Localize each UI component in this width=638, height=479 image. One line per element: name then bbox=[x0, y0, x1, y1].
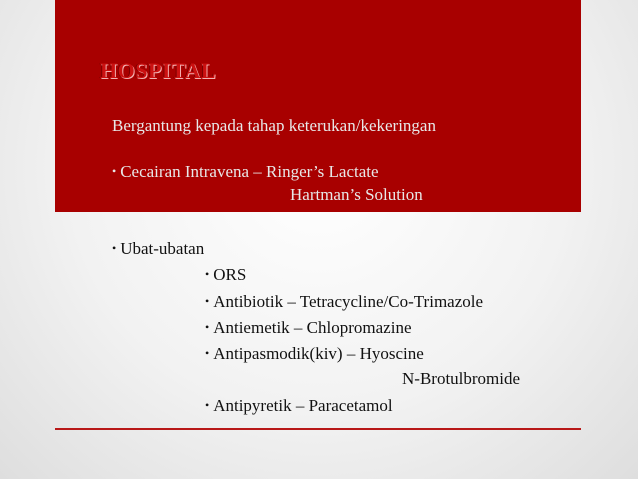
sub-bullet-continuation: N-Brotulbromide bbox=[402, 369, 521, 388]
sub-bullet-antiemetik bbox=[205, 317, 412, 338]
sub-bullet-text: Antiemetik – Chlopromazine bbox=[213, 318, 412, 337]
sub-bullet-ors bbox=[205, 264, 246, 285]
bullet-iv bbox=[112, 161, 379, 182]
sub-bullet-text: Antipyretik – Paracetamol bbox=[213, 396, 393, 415]
sub-bullet-text: Antipasmodik(kiv) – Hyoscine bbox=[213, 344, 424, 363]
bullet-icon: • bbox=[205, 346, 210, 360]
sub-bullet-antipyretik bbox=[205, 395, 393, 416]
bullet-iv-continuation: Hartman’s Solution bbox=[290, 185, 423, 204]
bullet-iv-text: Cecairan Intravena – Ringer’s Lactate bbox=[120, 162, 379, 181]
bottom-divider bbox=[55, 428, 581, 430]
bullet-icon: • bbox=[205, 320, 210, 334]
bullet-icon: • bbox=[205, 294, 210, 308]
sub-bullet-text: Antibiotik – Tetracycline/Co-Trimazole bbox=[213, 292, 484, 311]
bullet-drugs-text: Ubat-ubatan bbox=[120, 239, 205, 258]
bullet-drugs bbox=[112, 238, 204, 259]
sub-bullet-text: ORS bbox=[213, 265, 247, 284]
sub-bullet-antipasmodik bbox=[205, 343, 424, 364]
bullet-icon: • bbox=[205, 398, 210, 412]
slide-title: HOSPITAL bbox=[100, 58, 217, 83]
intro-text: Bergantung kepada tahap keterukan/kekeringan bbox=[112, 116, 436, 135]
sub-bullet-antibiotik bbox=[205, 291, 483, 312]
bullet-icon: • bbox=[112, 241, 117, 255]
bullet-icon: • bbox=[205, 267, 210, 281]
bullet-icon: • bbox=[112, 164, 117, 178]
